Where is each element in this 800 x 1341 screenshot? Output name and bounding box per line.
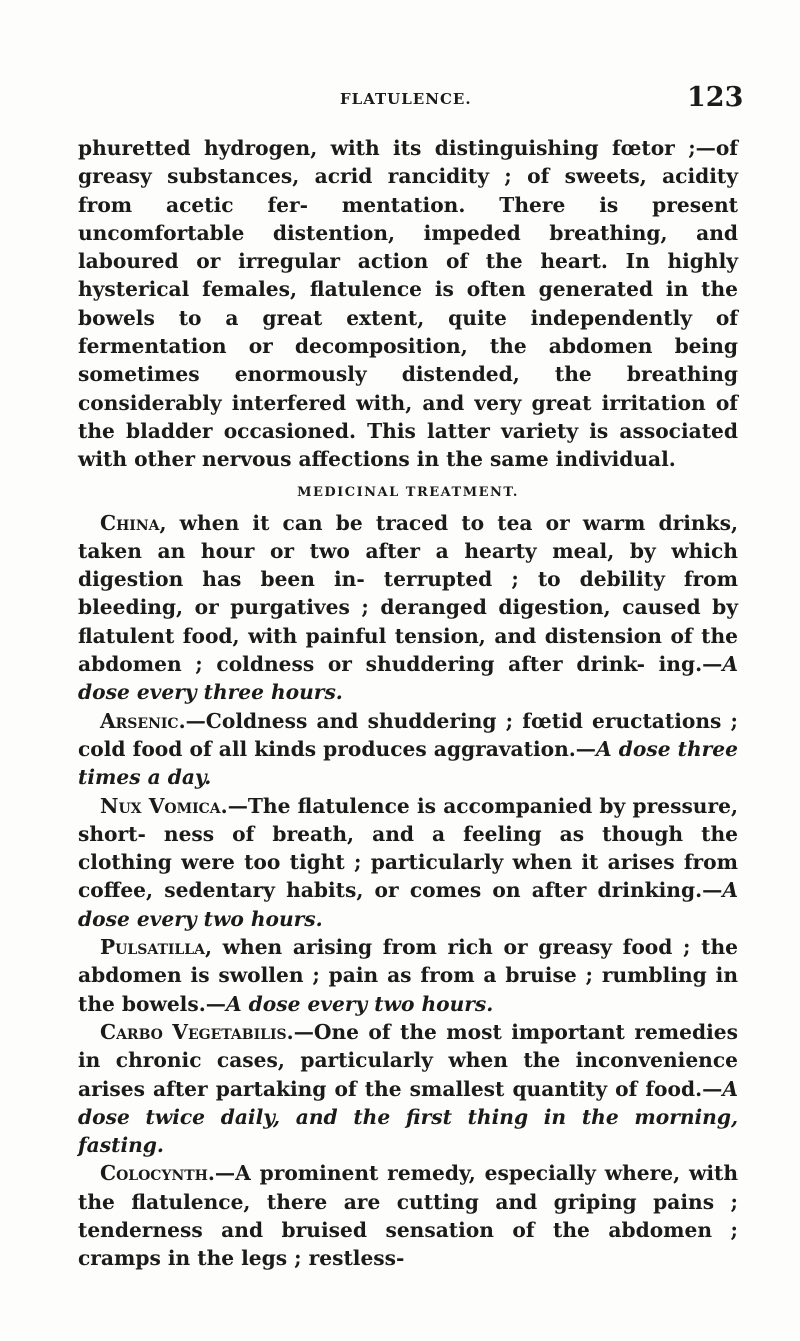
remedy-text: when arising from rich or greasy food ; the abdomen is swollen ; pain as from a bruise ; rumbling in the bowels.— xyxy=(78,935,738,1016)
remedy-text: —The flatulence is accompanied by pressure, short- ness of breath, and a feeling as though the clothing were too tight ; particularly when it arises from coffee, sedentary habits, or comes on after drinking.— xyxy=(78,793,738,903)
remedy-dose: A dose every two hours. xyxy=(78,878,738,931)
page-body xyxy=(78,134,738,1273)
remedy-dose: A dose every two hours. xyxy=(225,991,494,1016)
remedy-text: —One of the most important remedies in chronic cases, particularly when the inconvenience arises after partaking of the smallest quantity of food.— xyxy=(78,1019,738,1101)
remedy-text: —Coldness and shuddering ; fœtid eructations ; cold food of all kinds produces aggravation.— xyxy=(78,708,738,761)
remedy-entry xyxy=(78,707,738,792)
remedy-name: Carbo Vegetabilis. xyxy=(100,1019,294,1044)
remedy-name: Arsenic. xyxy=(100,708,186,733)
remedy-dose: A dose every three hours. xyxy=(78,652,738,705)
remedy-entry xyxy=(78,792,738,933)
remedy-name: Colocynth. xyxy=(100,1161,215,1186)
remedy-name: Pulsatilla, xyxy=(100,935,212,960)
remedy-entry xyxy=(78,1018,738,1159)
remedy-text: when it can be traced to tea or warm drinks, taken an hour or two after a hearty meal, by which digestion has been in- terrupted ; to debility from bleeding, or purgatives ; deranged digestion, caused by flatulent food, with painful tension, and distension of the abdomen ; coldness or shuddering after drink- ing.— xyxy=(78,510,738,677)
intro-paragraph: phuretted hydrogen, with its distinguishing fœtor ;—of greasy substances, acrid rancidity ; of sweets, acidity from acetic fer- mentation. There is present uncomfortable distention, impeded breathing, and laboured or irregular action of the heart. In highly hysterical females, flatulence is often generated in the bowels to a great extent, quite independently of fermentation or decomposition, the abdomen being sometimes enormously distended, the breathing considerably interfered with, and very great irritation of the bladder occasioned. This latter variety is associated with other nervous affections in the same individual. xyxy=(78,136,738,472)
remedy-dose: A dose three times a day. xyxy=(78,736,738,790)
remedy-entry xyxy=(78,1159,738,1272)
remedy-entry xyxy=(78,933,738,1018)
running-head xyxy=(0,82,800,122)
remedy-dose: A dose twice daily, and the first thing in the morning, fasting. xyxy=(78,1076,738,1158)
running-title: FLATULENCE. xyxy=(340,90,472,108)
remedy-name: China, xyxy=(100,510,167,535)
remedy-entry xyxy=(78,509,738,707)
remedy-name: Nux Vomica. xyxy=(100,793,228,818)
page-number: 123 xyxy=(687,82,744,113)
section-heading: MEDICINAL TREATMENT. xyxy=(297,484,519,500)
remedy-text: —A prominent remedy, especially where, with the flatulence, there are cutting and griping pains ; tenderness and bruised sensation of the abdomen ; cramps in the legs ; restless- xyxy=(78,1161,738,1271)
